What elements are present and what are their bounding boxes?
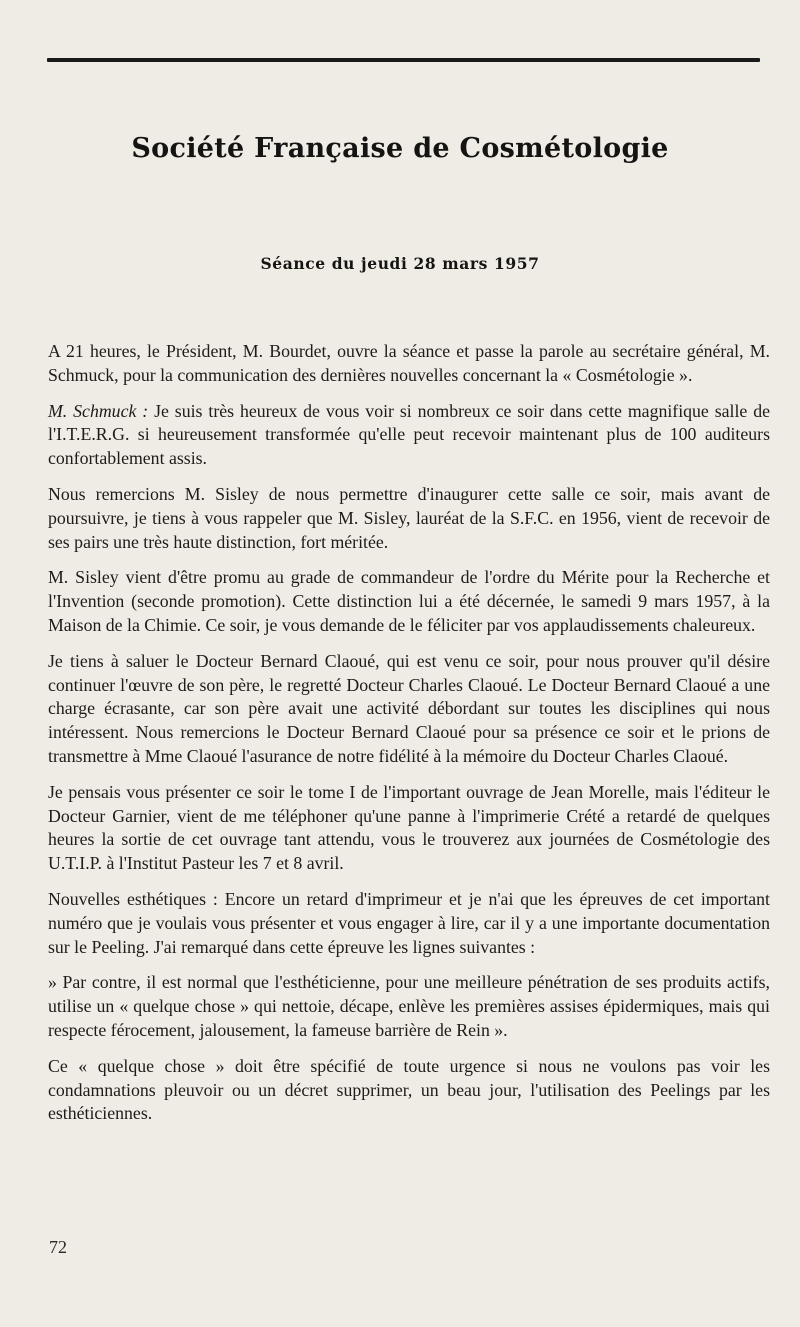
paragraph-5: Je tiens à saluer le Docteur Bernard Claoué, qui est venu ce soir, pour nous prouver qu'il désire continuer l'œuvre de son père, le regretté Docteur Charles Claoué. Le Docteur Bernard Claoué a une charge écrasante, car son père avait une activité débordant sur toutes les disciplines qui nous intéressent. Nous remercions le Docteur Bernard Claoué pour sa présence ce soir et le prions de transmettre à Mme Claoué l'asurance de notre fidélité à la mémoire du Docteur Charles Claoué.	[48, 650, 770, 766]
page-title: Société Française de Cosmétologie	[131, 133, 669, 164]
paragraph-3: Nous remercions M. Sisley de nous permettre d'inaugurer cette salle ce soir, mais avant de poursuivre, je tiens à vous rappeler que M. Sisley, lauréat de la S.F.C. en 1956, vient de recevoir de ses pairs une très haute distinction, fort méritée.	[48, 483, 770, 552]
page-number: 72	[49, 1237, 67, 1257]
paragraph-7: Nouvelles esthétiques : Encore un retard d'imprimeur et je n'ai que les épreuves de cet important numéro que je voulais vous présenter et vous engager à lire, car il y a une importante documentation sur le Peeling. J'ai remarqué dans cette épreuve les lignes suivantes :	[48, 888, 770, 957]
paragraph-9: Ce « quelque chose » doit être spécifié de toute urgence si nous ne voulons pas voir les condamnations pleuvoir ou un décret supprimer, un beau jour, l'utilisation des Peelings par les esthéticiennes.	[48, 1055, 770, 1124]
paragraph-6: Je pensais vous présenter ce soir le tome I de l'important ouvrage de Jean Morelle, mais l'éditeur le Docteur Garnier, vient de me téléphoner qu'une panne à l'imprimerie Crété a retardé de quelques heures la sortie de cet ouvrage tant attendu, vous le trouverez aux journées de Cosmétologie des U.T.I.P. à l'Institut Pasteur les 7 et 8 avril.	[48, 781, 770, 874]
speaker-name: M. Schmuck :	[48, 400, 149, 421]
session-heading: Séance du jeudi 28 mars 1957	[260, 254, 540, 273]
article-body	[48, 340, 770, 1138]
top-rule	[47, 58, 760, 62]
paragraph-4: M. Sisley vient d'être promu au grade de commandeur de l'ordre du Mérite pour la Recherche et l'Invention (seconde promotion). Cette distinction lui a été décernée, le samedi 9 mars 1957, à la Maison de la Chimie. Ce soir, je vous demande de le féliciter par vos applaudissements chaleureux.	[48, 567, 770, 635]
paragraph-8: » Par contre, il est normal que l'esthéticienne, pour une meilleure pénétration de ses produits actifs, utilise un « quelque chose » qui nettoie, décape, enlève les premières assises épidermiques, mais qui respecte férocement, jalousement, la fameuse barrière de Rein ».	[48, 972, 770, 1040]
paragraph-1: A 21 heures, le Président, M. Bourdet, ouvre la séance et passe la parole au secrétaire général, M. Schmuck, pour la communication des dernières nouvelles concernant la « Cosmétologie ».	[48, 341, 770, 385]
paragraph-2: M. Schmuck : Je suis très heureux de vous voir si nombreux ce soir dans cette magnifique salle de l'I.T.E.R.G. si heureusement transformée qu'elle peut recevoir maintenant plus de 100 auditeurs confortablement assis.	[48, 400, 770, 469]
